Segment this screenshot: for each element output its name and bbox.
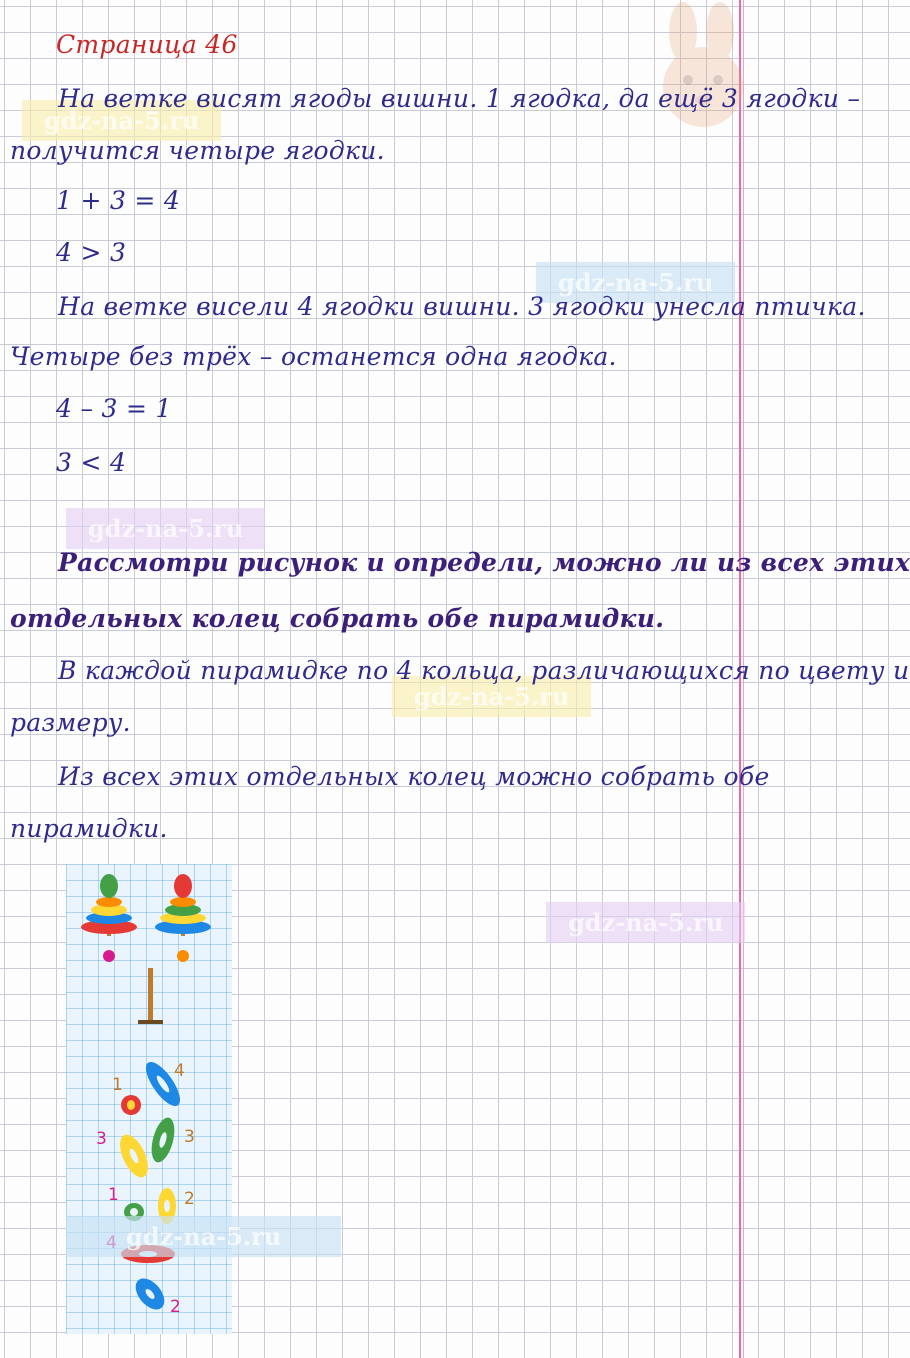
answer-text: размеру. [10,708,131,737]
watermark: gdz-na-5.ru [546,902,745,943]
page-title: Страница 46 [56,30,238,59]
task-text: Рассмотри рисунок и определи, можно ли из всех этих [58,548,910,577]
comparison: 3 < 4 [56,448,127,477]
answer-text: Из всех этих отдельных колец можно собрать обе [58,762,770,791]
watermark: gdz-na-5.ru [22,100,221,141]
ring-label: 1 [112,1075,123,1095]
task-text: отдельных колец собрать обе пирамидки. [10,604,665,633]
text-line: получится четыре ягодки. [10,136,385,165]
watermark: gdz-na-5.ru [536,262,735,303]
comparison: 4 > 3 [56,238,127,267]
ring-label: 3 [96,1129,107,1149]
ring-label: 4 [174,1061,185,1081]
ring-label: 1 [108,1185,119,1205]
ring-label: 3 [184,1127,195,1147]
loose-ring-red-small-icon [121,1095,141,1115]
magenta-dot-icon [103,950,115,962]
ring-label: 2 [184,1189,195,1209]
text-line: Четыре без трёх – останется одна ягодка. [10,342,617,371]
equation: 1 + 3 = 4 [56,186,181,215]
watermark: gdz-na-5.ru [66,1216,341,1257]
ring-label: 2 [170,1297,181,1317]
text-line: На ветке висят ягоды вишни. 1 ягодка, да ещё 3 ягодки – [58,84,861,113]
equation: 4 – 3 = 1 [56,394,172,423]
watermark: gdz-na-5.ru [66,508,265,549]
orange-dot-icon [177,950,189,962]
answer-text: пирамидки. [10,814,168,843]
answer-text: В каждой пирамидке по 4 кольца, различающихся по цвету и [58,656,910,685]
pyramid-rings-figure [66,864,232,1334]
text-line: На ветке висели 4 ягодки вишни. 3 ягодки унесла птичка. [58,292,866,321]
watermark: gdz-na-5.ru [392,676,591,717]
